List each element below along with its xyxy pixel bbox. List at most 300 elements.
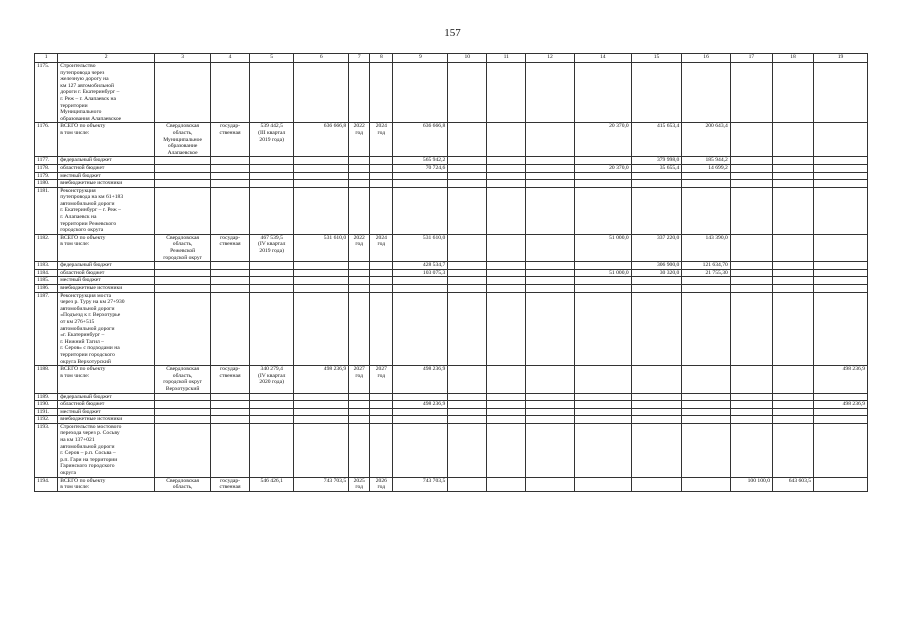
col-19-cell bbox=[814, 423, 868, 477]
row-number-cell: 1189. bbox=[35, 393, 58, 401]
col-10-cell bbox=[448, 187, 487, 234]
ownership-cell bbox=[211, 401, 250, 409]
ownership-cell bbox=[211, 157, 250, 165]
col-10-cell bbox=[448, 423, 487, 477]
estimated-cost-cell: 340 279,4 (IV квартал 2020 года) bbox=[250, 366, 294, 393]
col-18-cell bbox=[772, 172, 813, 180]
column-header: 15 bbox=[631, 54, 682, 63]
end-year-cell: 2026 год bbox=[370, 477, 393, 491]
description-cell: местный бюджет bbox=[58, 408, 155, 416]
col-12-cell bbox=[526, 63, 575, 123]
location-cell bbox=[155, 180, 211, 188]
col-12-cell bbox=[526, 477, 575, 491]
col-11-cell bbox=[487, 262, 526, 270]
col-19-cell bbox=[814, 234, 868, 261]
row-number-cell: 1175. bbox=[35, 63, 58, 123]
col-17-cell bbox=[730, 393, 772, 401]
col-12-cell bbox=[526, 269, 575, 277]
col-14-cell bbox=[574, 285, 631, 293]
description-cell: Строительство путепровода через железную дорогу на км 127 автомобильной дороги г. Екатеринбург – г. Реж – г. Алапаевск на территории Муниципального образования Алапаевское bbox=[58, 63, 155, 123]
col-19-cell bbox=[814, 180, 868, 188]
row-number-cell: 1182. bbox=[35, 234, 58, 261]
ownership-cell bbox=[211, 423, 250, 477]
description-cell: ВСЕГО по объекту в том числе: bbox=[58, 123, 155, 157]
end-year-cell bbox=[370, 401, 393, 409]
col-15-cell bbox=[631, 277, 682, 285]
col-11-cell bbox=[487, 172, 526, 180]
col-18-cell bbox=[772, 262, 813, 270]
total-cost-cell bbox=[294, 416, 349, 424]
start-year-cell bbox=[349, 416, 370, 424]
ownership-cell: государ- ственная bbox=[211, 234, 250, 261]
row-number-cell: 1191. bbox=[35, 408, 58, 416]
row-number-cell: 1176. bbox=[35, 123, 58, 157]
col-17-cell bbox=[730, 234, 772, 261]
location-cell bbox=[155, 277, 211, 285]
column-header: 1 bbox=[35, 54, 58, 63]
col-14-cell bbox=[574, 63, 631, 123]
total-cost-cell bbox=[294, 262, 349, 270]
col-15-cell bbox=[631, 180, 682, 188]
col-10-cell bbox=[448, 262, 487, 270]
col-19-cell bbox=[814, 157, 868, 165]
total-cost-cell bbox=[294, 408, 349, 416]
location-cell bbox=[155, 393, 211, 401]
description-cell: внебюджетные источники bbox=[58, 416, 155, 424]
col-17-cell bbox=[730, 416, 772, 424]
description-cell: ВСЕГО по объекту в том числе: bbox=[58, 477, 155, 491]
ownership-cell bbox=[211, 262, 250, 270]
end-year-cell: 2027 год bbox=[370, 366, 393, 393]
column-header: 18 bbox=[772, 54, 813, 63]
ownership-cell bbox=[211, 180, 250, 188]
col-17-cell bbox=[730, 63, 772, 123]
location-cell bbox=[155, 401, 211, 409]
start-year-cell bbox=[349, 408, 370, 416]
col-18-cell bbox=[772, 63, 813, 123]
row-number-cell: 1183. bbox=[35, 262, 58, 270]
start-year-cell bbox=[349, 393, 370, 401]
col-11-cell bbox=[487, 423, 526, 477]
description-cell: местный бюджет bbox=[58, 277, 155, 285]
total-financing-cell: 743 703,5 bbox=[393, 477, 448, 491]
estimated-cost-cell bbox=[250, 393, 294, 401]
column-header: 7 bbox=[349, 54, 370, 63]
column-header: 19 bbox=[814, 54, 868, 63]
col-11-cell bbox=[487, 180, 526, 188]
total-financing-cell: 103 075,3 bbox=[393, 269, 448, 277]
location-cell: Свердловская область, городской округ Верхотурский bbox=[155, 366, 211, 393]
table-row bbox=[35, 164, 868, 172]
column-header: 4 bbox=[211, 54, 250, 63]
end-year-cell bbox=[370, 393, 393, 401]
col-10-cell bbox=[448, 164, 487, 172]
col-10-cell bbox=[448, 416, 487, 424]
col-14-cell bbox=[574, 401, 631, 409]
total-financing-cell bbox=[393, 285, 448, 293]
end-year-cell bbox=[370, 157, 393, 165]
col-19-cell bbox=[814, 416, 868, 424]
description-cell: федеральный бюджет bbox=[58, 157, 155, 165]
estimated-cost-cell bbox=[250, 172, 294, 180]
row-number-cell: 1181. bbox=[35, 187, 58, 234]
estimated-cost-cell bbox=[250, 408, 294, 416]
estimated-cost-cell bbox=[250, 164, 294, 172]
col-17-cell bbox=[730, 401, 772, 409]
col-10-cell bbox=[448, 63, 487, 123]
col-19-cell bbox=[814, 393, 868, 401]
estimated-cost-cell bbox=[250, 180, 294, 188]
col-14-cell bbox=[574, 187, 631, 234]
col-12-cell bbox=[526, 285, 575, 293]
col-10-cell bbox=[448, 292, 487, 366]
col-18-cell: 643 603,5 bbox=[772, 477, 813, 491]
total-financing-cell bbox=[393, 172, 448, 180]
description-cell: ВСЕГО по объекту в том числе: bbox=[58, 366, 155, 393]
col-19-cell bbox=[814, 285, 868, 293]
description-cell: областной бюджет bbox=[58, 269, 155, 277]
col-14-cell bbox=[574, 262, 631, 270]
col-12-cell bbox=[526, 277, 575, 285]
col-16-cell bbox=[682, 292, 731, 366]
col-19-cell bbox=[814, 63, 868, 123]
col-19-cell bbox=[814, 269, 868, 277]
start-year-cell: 2022 год bbox=[349, 123, 370, 157]
table-row bbox=[35, 277, 868, 285]
start-year-cell bbox=[349, 292, 370, 366]
ownership-cell: государ- ственная bbox=[211, 366, 250, 393]
start-year-cell bbox=[349, 277, 370, 285]
col-16-cell bbox=[682, 416, 731, 424]
col-15-cell: 35 655,4 bbox=[631, 164, 682, 172]
col-15-cell bbox=[631, 393, 682, 401]
ownership-cell bbox=[211, 292, 250, 366]
estimated-cost-cell bbox=[250, 187, 294, 234]
total-financing-cell: 498 236,9 bbox=[393, 401, 448, 409]
col-12-cell bbox=[526, 423, 575, 477]
estimated-cost-cell bbox=[250, 423, 294, 477]
ownership-cell bbox=[211, 277, 250, 285]
row-number-cell: 1192. bbox=[35, 416, 58, 424]
col-10-cell bbox=[448, 157, 487, 165]
col-14-cell bbox=[574, 416, 631, 424]
col-10-cell bbox=[448, 123, 487, 157]
col-17-cell: 100 100,0 bbox=[730, 477, 772, 491]
estimated-cost-cell bbox=[250, 269, 294, 277]
total-cost-cell: 498 236,9 bbox=[294, 366, 349, 393]
col-11-cell bbox=[487, 157, 526, 165]
end-year-cell bbox=[370, 285, 393, 293]
table-row bbox=[35, 63, 868, 123]
col-12-cell bbox=[526, 366, 575, 393]
row-number-cell: 1178. bbox=[35, 164, 58, 172]
table-row bbox=[35, 187, 868, 234]
row-number-cell: 1186. bbox=[35, 285, 58, 293]
description-cell: Реконструкция путепровода на км 61+183 автомобильной дороги г. Екатеринбург – г. Реж – г. Алапаевск на территории Режевского городского округа bbox=[58, 187, 155, 234]
col-18-cell bbox=[772, 164, 813, 172]
col-18-cell bbox=[772, 157, 813, 165]
col-16-cell bbox=[682, 366, 731, 393]
col-15-cell: 30 320,0 bbox=[631, 269, 682, 277]
col-16-cell: 21 755,30 bbox=[682, 269, 731, 277]
start-year-cell bbox=[349, 285, 370, 293]
end-year-cell bbox=[370, 172, 393, 180]
total-cost-cell bbox=[294, 393, 349, 401]
column-header: 2 bbox=[58, 54, 155, 63]
col-12-cell bbox=[526, 187, 575, 234]
row-number-cell: 1193. bbox=[35, 423, 58, 477]
col-14-cell bbox=[574, 477, 631, 491]
col-12-cell bbox=[526, 408, 575, 416]
estimated-cost-cell bbox=[250, 277, 294, 285]
col-10-cell bbox=[448, 180, 487, 188]
column-header: 6 bbox=[294, 54, 349, 63]
col-12-cell bbox=[526, 393, 575, 401]
col-16-cell bbox=[682, 63, 731, 123]
location-cell bbox=[155, 157, 211, 165]
estimated-cost-cell bbox=[250, 285, 294, 293]
col-11-cell bbox=[487, 292, 526, 366]
end-year-cell bbox=[370, 269, 393, 277]
total-financing-cell bbox=[393, 277, 448, 285]
col-11-cell bbox=[487, 123, 526, 157]
row-number-cell: 1190. bbox=[35, 401, 58, 409]
col-15-cell bbox=[631, 172, 682, 180]
end-year-cell bbox=[370, 63, 393, 123]
col-19-cell bbox=[814, 292, 868, 366]
col-19-cell bbox=[814, 262, 868, 270]
col-16-cell: 121 634,70 bbox=[682, 262, 731, 270]
total-financing-cell: 636 666,8 bbox=[393, 123, 448, 157]
col-10-cell bbox=[448, 477, 487, 491]
col-12-cell bbox=[526, 234, 575, 261]
col-17-cell bbox=[730, 123, 772, 157]
col-14-cell: 51 000,0 bbox=[574, 269, 631, 277]
col-19-cell bbox=[814, 187, 868, 234]
column-header: 5 bbox=[250, 54, 294, 63]
col-16-cell: 185 944,2 bbox=[682, 157, 731, 165]
row-number-cell: 1184. bbox=[35, 269, 58, 277]
column-header: 17 bbox=[730, 54, 772, 63]
col-10-cell bbox=[448, 285, 487, 293]
table-row bbox=[35, 285, 868, 293]
estimated-cost-cell: 467 539,5 (IV квартал 2019 года) bbox=[250, 234, 294, 261]
description-cell: внебюджетные источники bbox=[58, 285, 155, 293]
description-cell: местный бюджет bbox=[58, 172, 155, 180]
column-header: 14 bbox=[574, 54, 631, 63]
end-year-cell bbox=[370, 187, 393, 234]
col-17-cell bbox=[730, 262, 772, 270]
table-row bbox=[35, 172, 868, 180]
col-10-cell bbox=[448, 401, 487, 409]
location-cell: Свердловская область, Режевской городской округ bbox=[155, 234, 211, 261]
col-17-cell bbox=[730, 292, 772, 366]
col-17-cell bbox=[730, 164, 772, 172]
col-12-cell bbox=[526, 262, 575, 270]
total-financing-cell bbox=[393, 63, 448, 123]
col-14-cell bbox=[574, 157, 631, 165]
col-17-cell bbox=[730, 172, 772, 180]
total-financing-cell: 428 534,7 bbox=[393, 262, 448, 270]
col-11-cell bbox=[487, 269, 526, 277]
col-18-cell bbox=[772, 234, 813, 261]
location-cell bbox=[155, 292, 211, 366]
location-cell bbox=[155, 416, 211, 424]
total-financing-cell bbox=[393, 393, 448, 401]
total-financing-cell bbox=[393, 187, 448, 234]
col-15-cell bbox=[631, 285, 682, 293]
table-row bbox=[35, 292, 868, 366]
col-15-cell bbox=[631, 366, 682, 393]
start-year-cell bbox=[349, 187, 370, 234]
col-16-cell bbox=[682, 393, 731, 401]
end-year-cell bbox=[370, 408, 393, 416]
description-cell: Реконструкция моста через р. Туру на км 27+930 автомобильной дороги «Подъезд к г. Верхотурье от км 276+515 автомобильной дороги «г. Екатеринбург – г. Нижний Тагил – г. Серов» с подходами на территории городского округа Верхотурский bbox=[58, 292, 155, 366]
description-cell: областной бюджет bbox=[58, 401, 155, 409]
col-12-cell bbox=[526, 292, 575, 366]
col-15-cell bbox=[631, 187, 682, 234]
column-header: 12 bbox=[526, 54, 575, 63]
ownership-cell bbox=[211, 269, 250, 277]
end-year-cell bbox=[370, 277, 393, 285]
column-header: 9 bbox=[393, 54, 448, 63]
col-18-cell bbox=[772, 401, 813, 409]
column-header: 10 bbox=[448, 54, 487, 63]
end-year-cell bbox=[370, 423, 393, 477]
col-10-cell bbox=[448, 277, 487, 285]
col-17-cell bbox=[730, 157, 772, 165]
col-12-cell bbox=[526, 416, 575, 424]
col-11-cell bbox=[487, 408, 526, 416]
col-10-cell bbox=[448, 393, 487, 401]
location-cell bbox=[155, 285, 211, 293]
ownership-cell: государ- ственная bbox=[211, 123, 250, 157]
column-header: 8 bbox=[370, 54, 393, 63]
col-19-cell: 498 236,9 bbox=[814, 401, 868, 409]
location-cell bbox=[155, 172, 211, 180]
start-year-cell: 2027 год bbox=[349, 366, 370, 393]
col-16-cell bbox=[682, 180, 731, 188]
col-18-cell bbox=[772, 366, 813, 393]
col-19-cell bbox=[814, 123, 868, 157]
col-18-cell bbox=[772, 187, 813, 234]
col-18-cell bbox=[772, 269, 813, 277]
ownership-cell bbox=[211, 416, 250, 424]
col-10-cell bbox=[448, 234, 487, 261]
table-row bbox=[35, 401, 868, 409]
estimated-cost-cell: 539 442,5 (III квартал 2019 года) bbox=[250, 123, 294, 157]
col-15-cell: 306 900,0 bbox=[631, 262, 682, 270]
total-cost-cell bbox=[294, 63, 349, 123]
total-cost-cell bbox=[294, 277, 349, 285]
start-year-cell bbox=[349, 423, 370, 477]
table-row bbox=[35, 269, 868, 277]
table-row bbox=[35, 157, 868, 165]
ownership-cell bbox=[211, 164, 250, 172]
col-14-cell bbox=[574, 180, 631, 188]
row-number-cell: 1194. bbox=[35, 477, 58, 491]
col-12-cell bbox=[526, 157, 575, 165]
total-financing-cell bbox=[393, 292, 448, 366]
table-row bbox=[35, 366, 868, 393]
total-financing-cell: 565 942,2 bbox=[393, 157, 448, 165]
column-number-row bbox=[35, 54, 868, 63]
estimated-cost-cell bbox=[250, 416, 294, 424]
col-15-cell: 337 220,0 bbox=[631, 234, 682, 261]
estimated-cost-cell bbox=[250, 157, 294, 165]
start-year-cell bbox=[349, 157, 370, 165]
description-cell: Строительство мостового перехода через р. Сосьву на км 137+021 автомобильной дороги г. Серов – р.п. Сосьва – р.п. Гари на территории Гаринского городского округа bbox=[58, 423, 155, 477]
col-11-cell bbox=[487, 187, 526, 234]
location-cell bbox=[155, 269, 211, 277]
col-14-cell bbox=[574, 408, 631, 416]
col-14-cell bbox=[574, 292, 631, 366]
end-year-cell bbox=[370, 416, 393, 424]
start-year-cell: 2022 год bbox=[349, 234, 370, 261]
table-row bbox=[35, 123, 868, 157]
col-18-cell bbox=[772, 285, 813, 293]
total-cost-cell bbox=[294, 180, 349, 188]
col-14-cell bbox=[574, 366, 631, 393]
description-cell: федеральный бюджет bbox=[58, 262, 155, 270]
col-14-cell bbox=[574, 423, 631, 477]
col-18-cell bbox=[772, 393, 813, 401]
col-17-cell bbox=[730, 285, 772, 293]
col-15-cell: 415 653,4 bbox=[631, 123, 682, 157]
col-15-cell bbox=[631, 408, 682, 416]
col-11-cell bbox=[487, 366, 526, 393]
total-cost-cell bbox=[294, 423, 349, 477]
col-10-cell bbox=[448, 269, 487, 277]
location-cell bbox=[155, 164, 211, 172]
start-year-cell bbox=[349, 180, 370, 188]
total-financing-cell bbox=[393, 408, 448, 416]
end-year-cell bbox=[370, 164, 393, 172]
table-row bbox=[35, 477, 868, 491]
estimated-cost-cell bbox=[250, 63, 294, 123]
end-year-cell bbox=[370, 262, 393, 270]
col-18-cell bbox=[772, 123, 813, 157]
total-financing-cell bbox=[393, 416, 448, 424]
col-19-cell bbox=[814, 164, 868, 172]
col-18-cell bbox=[772, 277, 813, 285]
ownership-cell bbox=[211, 172, 250, 180]
col-11-cell bbox=[487, 416, 526, 424]
col-14-cell: 20 370,0 bbox=[574, 164, 631, 172]
col-17-cell bbox=[730, 187, 772, 234]
col-14-cell bbox=[574, 172, 631, 180]
col-12-cell bbox=[526, 123, 575, 157]
total-cost-cell bbox=[294, 172, 349, 180]
col-14-cell bbox=[574, 277, 631, 285]
total-financing-cell bbox=[393, 423, 448, 477]
end-year-cell bbox=[370, 292, 393, 366]
total-cost-cell: 531 610,0 bbox=[294, 234, 349, 261]
col-16-cell bbox=[682, 172, 731, 180]
col-15-cell: 379 998,0 bbox=[631, 157, 682, 165]
ownership-cell: государ- ственная bbox=[211, 477, 250, 491]
col-14-cell: 20 370,0 bbox=[574, 123, 631, 157]
col-16-cell bbox=[682, 477, 731, 491]
col-16-cell bbox=[682, 408, 731, 416]
col-17-cell bbox=[730, 277, 772, 285]
table-row bbox=[35, 180, 868, 188]
total-financing-cell: 70 724,6 bbox=[393, 164, 448, 172]
col-14-cell bbox=[574, 393, 631, 401]
start-year-cell bbox=[349, 164, 370, 172]
ownership-cell bbox=[211, 408, 250, 416]
end-year-cell: 2024 год bbox=[370, 234, 393, 261]
